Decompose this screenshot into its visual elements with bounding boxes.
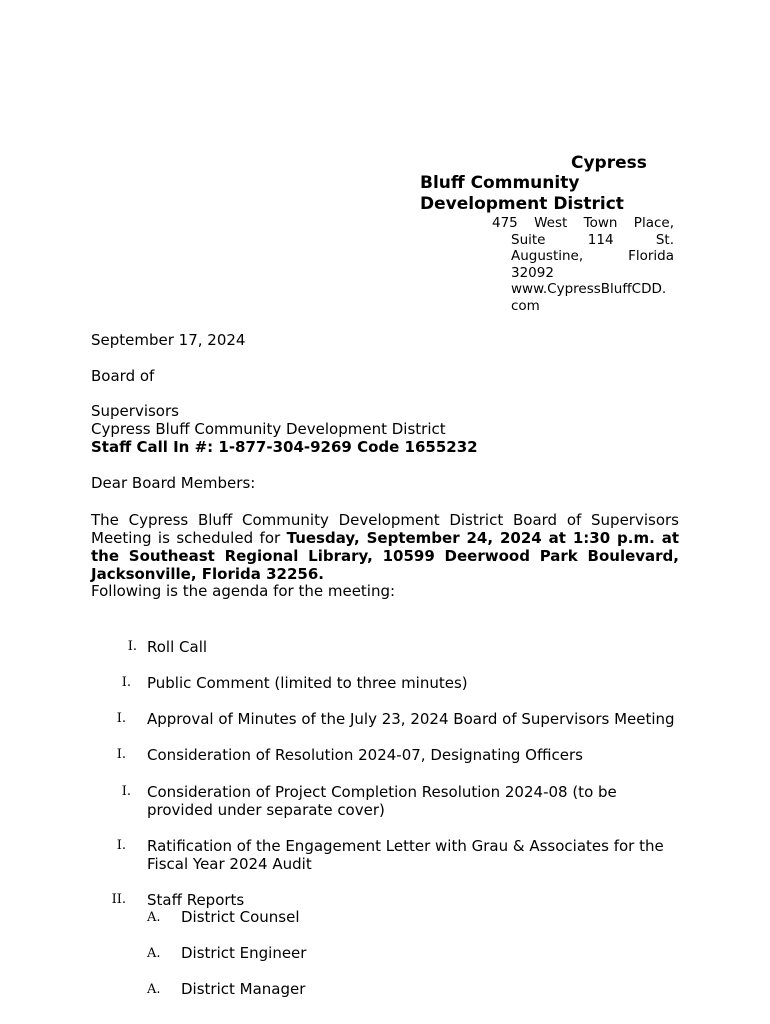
staff-report-item: District Counsel	[181, 908, 300, 926]
website-line-2: com	[511, 298, 540, 314]
address-line-4: 32092	[511, 265, 554, 281]
recipient-line-1: Board of	[91, 367, 155, 385]
agenda-intro: Following is the agenda for the meeting:	[91, 582, 396, 600]
agenda-number: I.	[127, 639, 137, 654]
staff-report-item: District Engineer	[181, 944, 307, 962]
staff-report-item: District Manager	[181, 980, 306, 998]
agenda-number: I.	[121, 784, 131, 799]
staff-call-in: Staff Call In #: 1-877-304-9269 Code 1655232	[91, 438, 478, 456]
agenda-number: II.	[111, 892, 126, 907]
staff-report-letter: A.	[147, 982, 161, 997]
letter-date: September 17, 2024	[91, 331, 246, 349]
agenda-item: Staff Reports	[147, 891, 245, 909]
staff-report-letter: A.	[147, 946, 161, 961]
meeting-paragraph	[91, 511, 679, 583]
agenda-item: Ratification of the Engagement Letter with Grau & Associates for the Fiscal Year 2024 Audit	[147, 837, 664, 873]
intro-text: The Cypress Bluff Community Development District Board of Supervisors Meeting is scheduled for	[91, 511, 679, 547]
address-line-1: 475 West Town Place,	[492, 215, 674, 231]
agenda-number: I.	[116, 711, 126, 726]
address-line-3: Augustine, Florida	[511, 248, 674, 264]
agenda-item: Consideration of Resolution 2024-07, Designating Officers	[147, 746, 583, 764]
meeting-details: Tuesday, September 24, 2024 at 1:30 p.m. at the Southeast Regional Library, 10599 Deerwood Park Boulevard, Jacksonville, Florida 32256.	[91, 529, 679, 583]
agenda-number: I.	[116, 747, 126, 762]
agenda-item: Consideration of Project Completion Resolution 2024-08 (to be provided under separate cover)	[147, 783, 617, 819]
agenda-number: I.	[121, 675, 131, 690]
website-line-1: www.CypressBluffCDD.	[511, 281, 667, 297]
address-line-2: Suite 114 St.	[511, 232, 674, 248]
agenda-number: I.	[116, 838, 126, 853]
salutation: Dear Board Members:	[91, 474, 256, 492]
district-name-line-2: Bluff Community	[420, 173, 580, 193]
district-name-line-3: Development District	[420, 194, 624, 214]
district-name-line-1: Cypress	[571, 153, 647, 173]
recipient-line-3: Cypress Bluff Community Development District	[91, 420, 446, 438]
recipient-line-2: Supervisors	[91, 402, 179, 420]
agenda-item: Roll Call	[147, 638, 208, 656]
agenda-item: Public Comment (limited to three minutes)	[147, 674, 468, 692]
staff-report-letter: A.	[147, 910, 161, 925]
agenda-item: Approval of Minutes of the July 23, 2024 Board of Supervisors Meeting	[147, 710, 675, 728]
